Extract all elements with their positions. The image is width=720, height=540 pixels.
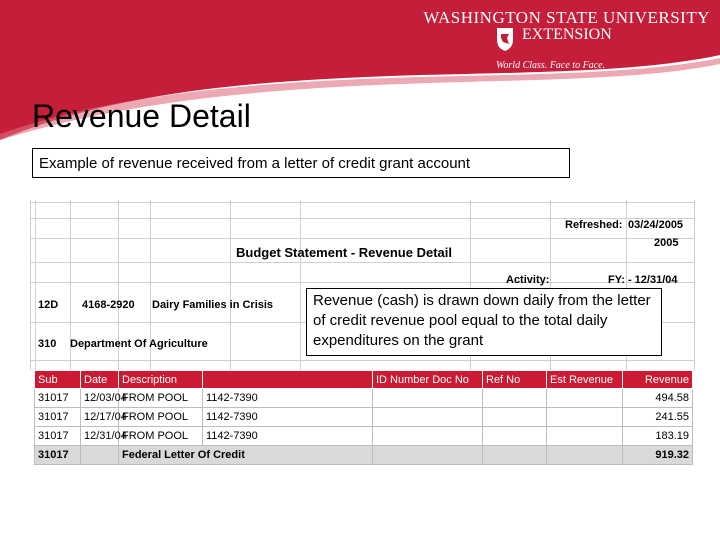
cell-est-revenue — [547, 408, 623, 427]
cell-revenue: 494.58 — [623, 389, 693, 408]
cell-doc: 1142-7390 — [203, 408, 373, 427]
refreshed-label: Refreshed: — [565, 219, 623, 231]
col-header-date: Date — [81, 371, 119, 389]
cell-doc: 1142-7390 — [203, 427, 373, 446]
total-revenue: 919.32 — [623, 446, 693, 465]
col-header-id-number: ID Number Doc No — [373, 371, 483, 389]
fy-label: FY: - 12/31/04 — [608, 274, 678, 286]
activity-label: Activity: — [506, 274, 550, 286]
cell-est-revenue — [547, 389, 623, 408]
grid-line — [30, 200, 31, 370]
cell-ref-no — [483, 427, 547, 446]
total-date — [81, 446, 119, 465]
cell-ref-no — [483, 389, 547, 408]
total-est-revenue — [547, 446, 623, 465]
total-id-number — [373, 446, 483, 465]
table-header-row — [35, 371, 693, 389]
org-name: Department Of Agriculture — [70, 338, 208, 350]
table-row — [35, 408, 693, 427]
slide-title: Revenue Detail — [32, 98, 251, 134]
cell-description: FROM POOL — [119, 389, 203, 408]
unit-name: EXTENSION — [522, 26, 612, 43]
subtitle-box: Example of revenue received from a letter of credit grant account — [32, 148, 570, 178]
table-total-row — [35, 446, 693, 465]
cell-id-number — [373, 427, 483, 446]
refreshed-date: 03/24/2005 — [628, 219, 684, 231]
cell-date: 12/17/04 — [81, 408, 119, 427]
grid-line — [30, 282, 695, 283]
university-name: WASHINGTON STATE UNIVERSITY — [423, 8, 710, 27]
fund-code: 12D — [38, 299, 59, 311]
col-header-revenue: Revenue — [623, 371, 693, 389]
revenue-table — [34, 370, 693, 465]
total-sub: 31017 — [35, 446, 81, 465]
cell-revenue: 241.55 — [623, 408, 693, 427]
tagline: World Class. Face to Face. — [496, 60, 606, 71]
col-header-sub: Sub — [35, 371, 81, 389]
cell-date: 12/31/04 — [81, 427, 119, 446]
grid-line — [694, 200, 695, 370]
cell-revenue: 183.19 — [623, 427, 693, 446]
cell-date: 12/03/04 — [81, 389, 119, 408]
cell-description: FROM POOL — [119, 408, 203, 427]
table-row — [35, 389, 693, 408]
grid-line — [30, 360, 695, 361]
report-year: 2005 — [654, 237, 679, 249]
cell-ref-no — [483, 408, 547, 427]
cell-id-number — [373, 389, 483, 408]
cell-sub: 31017 — [35, 427, 81, 446]
grid-line — [30, 262, 695, 263]
cell-est-revenue — [547, 427, 623, 446]
cell-doc: 1142-7390 — [203, 389, 373, 408]
grid-line — [30, 202, 695, 203]
account-name: Dairy Families in Crisis — [152, 299, 274, 311]
cell-id-number — [373, 408, 483, 427]
account-number: 4168-2920 — [82, 299, 135, 311]
org-code: 310 — [38, 338, 57, 350]
grid-line — [30, 238, 695, 239]
report-heading: Budget Statement - Revenue Detail — [236, 245, 452, 260]
total-ref-no — [483, 446, 547, 465]
col-header-ref-no: Ref No — [483, 371, 547, 389]
col-header-description: Description — [119, 371, 203, 389]
wsu-cougar-head-icon — [494, 26, 516, 52]
cell-description: FROM POOL — [119, 427, 203, 446]
cell-sub: 31017 — [35, 408, 81, 427]
col-header-blank — [203, 371, 373, 389]
col-header-est-revenue: Est Revenue — [547, 371, 623, 389]
grid-line — [300, 200, 301, 370]
explanation-callout: Revenue (cash) is drawn down daily from the letter of credit revenue pool equal to the total daily expenditures on the grant — [306, 288, 662, 356]
total-description: Federal Letter Of Credit — [119, 446, 373, 465]
grid-line — [230, 200, 231, 370]
cell-sub: 31017 — [35, 389, 81, 408]
grid-line — [35, 200, 36, 370]
table-row — [35, 427, 693, 446]
